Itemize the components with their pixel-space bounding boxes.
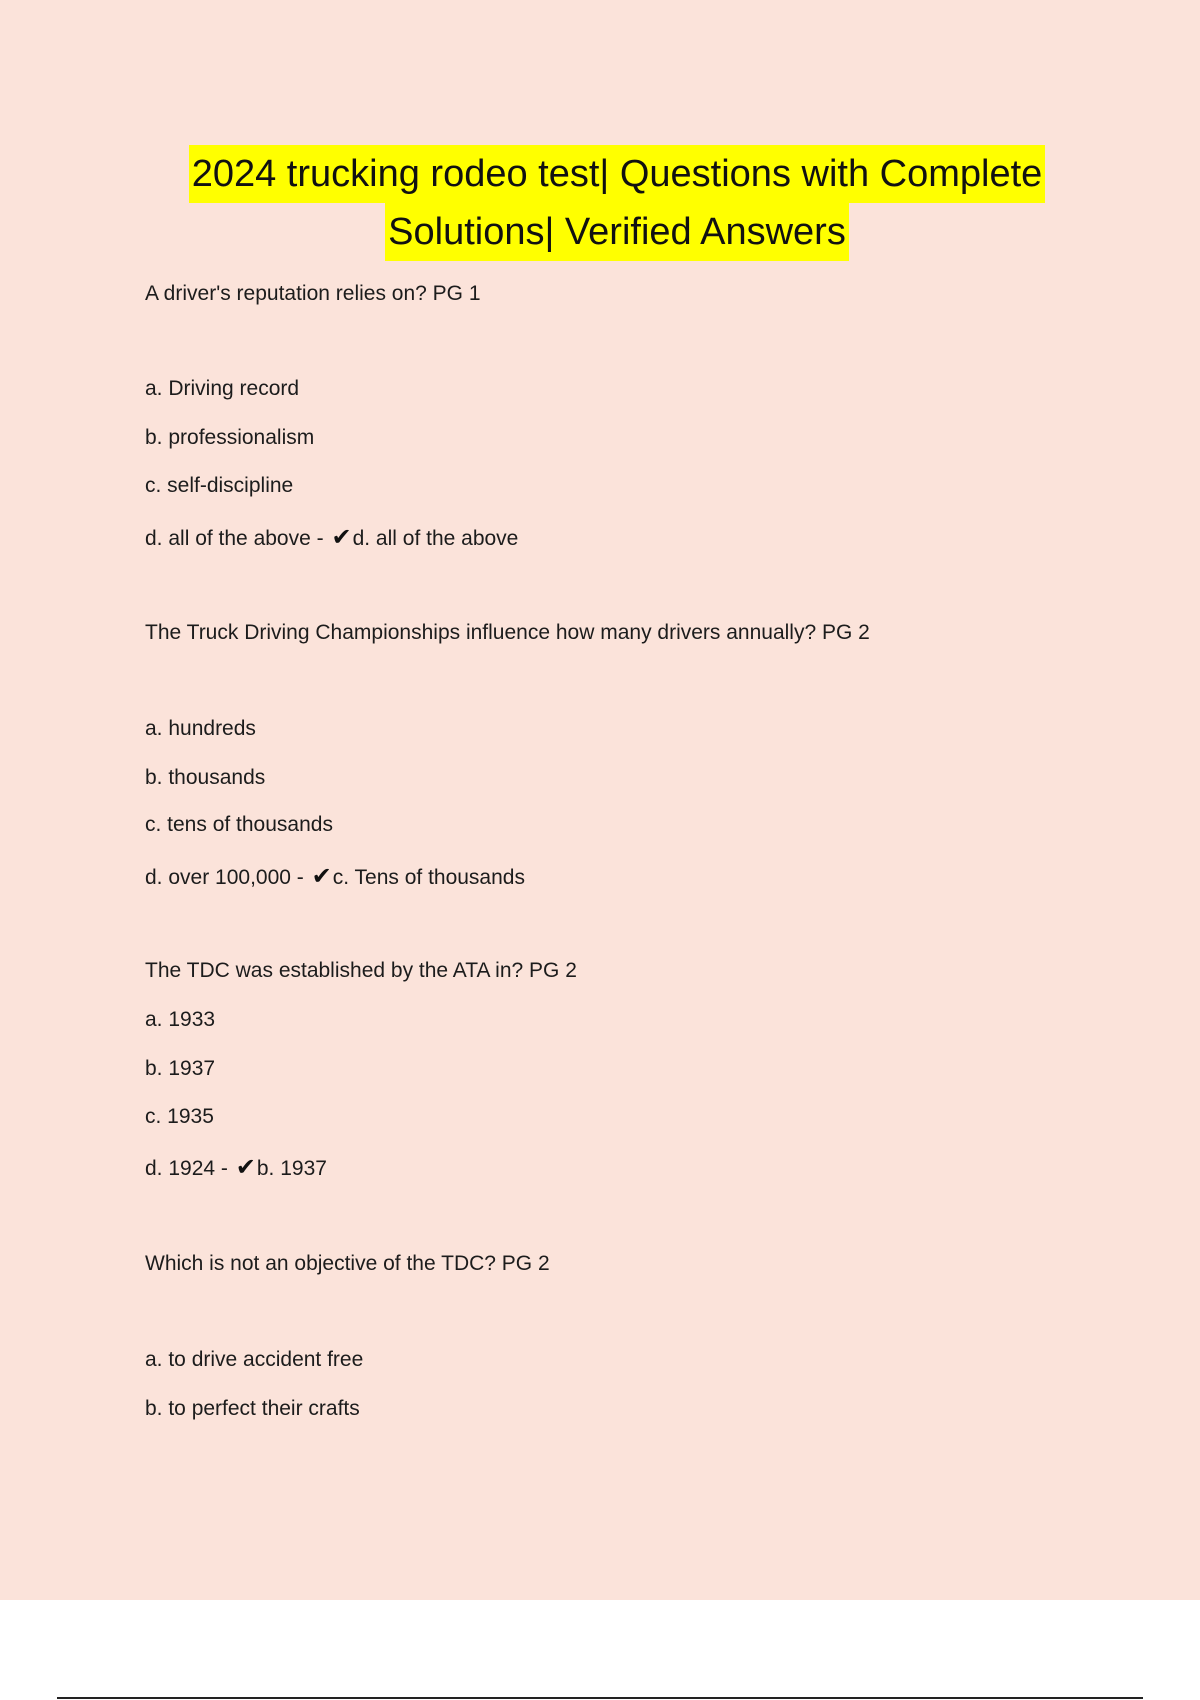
question-1-option-c: c. self-discipline [145,474,294,497]
question-2-option-b: b. thousands [145,766,266,789]
footer-divider [57,1697,1143,1699]
title-line-1: 2024 trucking rodeo test| Questions with Complete [189,145,1046,203]
question-1-option-a: a. Driving record [145,377,300,400]
question-2-option-d-with-answer [145,863,525,891]
question-3-option-b: b. 1937 [145,1057,216,1080]
question-1-option-b: b. professionalism [145,426,315,449]
question-2-text: The Truck Driving Championships influence how many drivers annually? PG 2 [145,621,870,644]
check-mark-icon: ✔ [311,862,332,890]
check-mark-icon: ✔ [235,1153,256,1181]
question-1-text: A driver's reputation relies on? PG 1 [145,282,481,305]
question-3-option-d-with-answer [145,1154,327,1182]
question-2-option-c: c. tens of thousands [145,813,333,836]
question-2-answer: c. Tens of thousands [332,866,525,889]
question-3-answer: b. 1937 [256,1157,327,1180]
question-4-text: Which is not an objective of the TDC? PG 2 [145,1252,550,1275]
question-1-option-d-with-answer [145,524,518,552]
question-2-option-a: a. hundreds [145,717,256,740]
question-4-option-b: b. to perfect their crafts [145,1397,360,1420]
question-3-option-c: c. 1935 [145,1105,214,1128]
question-4-option-a: a. to drive accident free [145,1348,364,1371]
question-3-option-d: d. 1924 - [145,1157,228,1180]
question-3-text: The TDC was established by the ATA in? PG 2 [145,959,577,982]
title-line-2: Solutions| Verified Answers [385,203,849,261]
question-1-option-d: d. all of the above - [145,527,324,550]
document-title [0,145,1200,261]
check-mark-icon: ✔ [331,523,352,551]
question-1-answer: d. all of the above [352,527,519,550]
question-3-option-a: a. 1933 [145,1008,216,1031]
question-2-option-d: d. over 100,000 - [145,866,304,889]
